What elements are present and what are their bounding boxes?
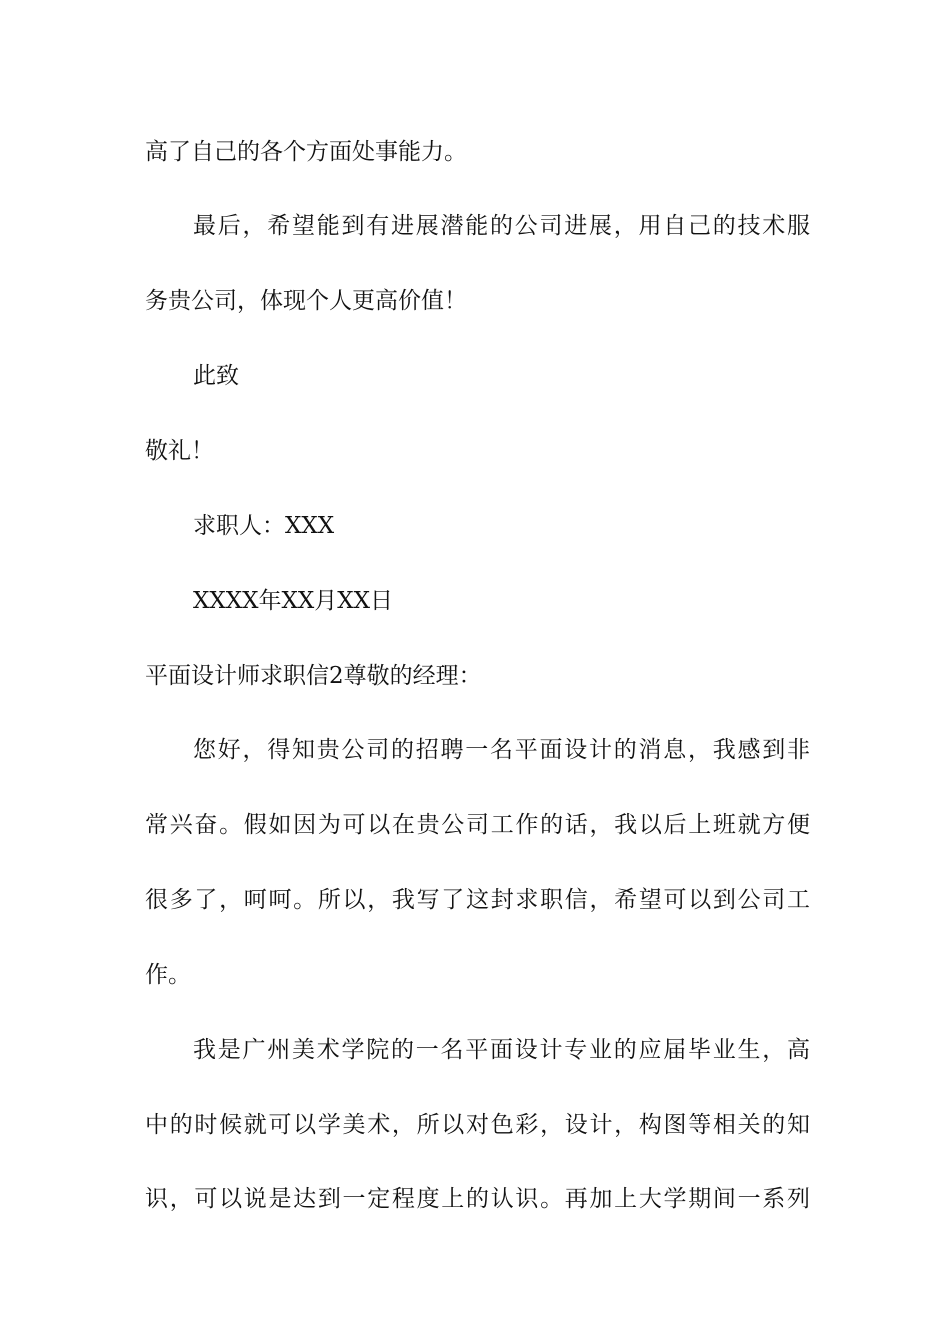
paragraph-line: 最后，希望能到有进展潜能的公司进展，用自己的技术服 xyxy=(193,213,810,239)
paragraph-line: 很多了，呵呵。所以，我写了这封求职信，希望可以到公司工 xyxy=(145,887,810,913)
salutation-line: 敬礼！ xyxy=(145,438,214,464)
paragraph-line: 您好，得知贵公司的招聘一名平面设计的消息，我感到非 xyxy=(193,737,810,763)
paragraph-line: 常兴奋。假如因为可以在贵公司工作的话，我以后上班就方便 xyxy=(145,812,810,838)
signature-name: 求职人：XXX xyxy=(193,513,335,539)
section-heading: 平面设计师求职信2尊敬的经理： xyxy=(145,663,482,689)
paragraph-line: 作。 xyxy=(145,962,191,988)
closing-line: 此致 xyxy=(193,363,239,389)
paragraph-line: 务贵公司，体现个人更高价值！ xyxy=(145,288,467,314)
paragraph-line: 识，可以说是达到一定程度上的认识。再加上大学期间一系列 xyxy=(145,1186,810,1212)
paragraph-line: 中的时候就可以学美术，所以对色彩，设计，构图等相关的知 xyxy=(145,1112,810,1138)
signature-date: XXXX年XX月XX日 xyxy=(193,588,393,614)
paragraph-line: 高了自己的各个方面处事能力。 xyxy=(145,139,467,165)
paragraph-line: 我是广州美术学院的一名平面设计专业的应届毕业生，高 xyxy=(193,1037,810,1063)
